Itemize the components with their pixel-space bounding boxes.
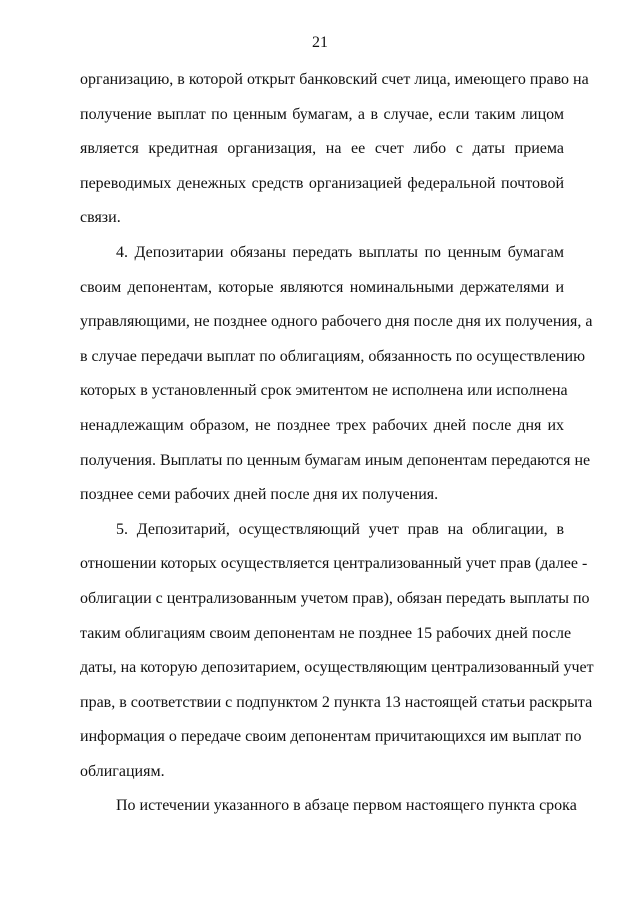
text-line: в случае передачи выплат по облигациям, обязанность по осуществлению	[80, 347, 586, 365]
text-line: связи.	[80, 209, 121, 227]
paragraph-item-4	[80, 243, 593, 521]
paragraph-item-5	[80, 520, 594, 798]
text-line: даты, на которую депозитарием, осуществляющим централизованный учет	[80, 659, 594, 677]
text-line: организацию, в которой открыт банковский счет лица, имеющего право на	[80, 71, 589, 88]
text-line: является кредитная организация, на ее счет либо с даты приема	[80, 140, 564, 158]
text-line: 4. Депозитарии обязаны передать выплаты по ценным бумагам	[116, 243, 564, 261]
text-line: своим депонентам, которые являются номинальными держателями и	[80, 278, 564, 296]
text-line: облигации с централизованным учетом прав), обязан передать выплаты по	[80, 589, 590, 607]
text-line: прав, в соответствии с подпунктом 2 пункта 13 настоящей статьи раскрыта	[80, 693, 593, 711]
text-line: которых в установленный срок эмитентом не исполнена или исполнена	[80, 382, 568, 400]
paragraph-continuation	[80, 71, 589, 244]
text-line: управляющими, не позднее одного рабочего дня после дня их получения, а	[80, 313, 593, 331]
document-body	[80, 71, 594, 832]
text-line: получение выплат по ценным бумагам, а в случае, если таким лицом	[80, 105, 564, 123]
text-line: По истечении указанного в абзаце первом настоящего пункта срока	[116, 797, 577, 815]
text-line: переводимых денежных средств организацией федеральной почтовой	[80, 174, 564, 192]
paragraph-following	[80, 797, 577, 832]
text-line: получения. Выплаты по ценным бумагам иным депонентам передаются не	[80, 451, 591, 469]
page-number: 21	[312, 34, 328, 51]
text-line: позднее семи рабочих дней после дня их получения.	[80, 486, 439, 504]
text-line: облигациям.	[80, 762, 165, 780]
text-line: таким облигациям своим депонентам не позднее 15 рабочих дней после	[80, 624, 572, 642]
text-line: 5. Депозитарий, осуществляющий учет прав на облигации, в	[116, 520, 564, 538]
text-line: отношении которых осуществляется централизованный учет прав (далее -	[80, 555, 588, 573]
text-line: информация о передаче своим депонентам причитающихся им выплат по	[80, 728, 582, 746]
text-line: ненадлежащим образом, не позднее трех рабочих дней после дня их	[80, 416, 564, 434]
